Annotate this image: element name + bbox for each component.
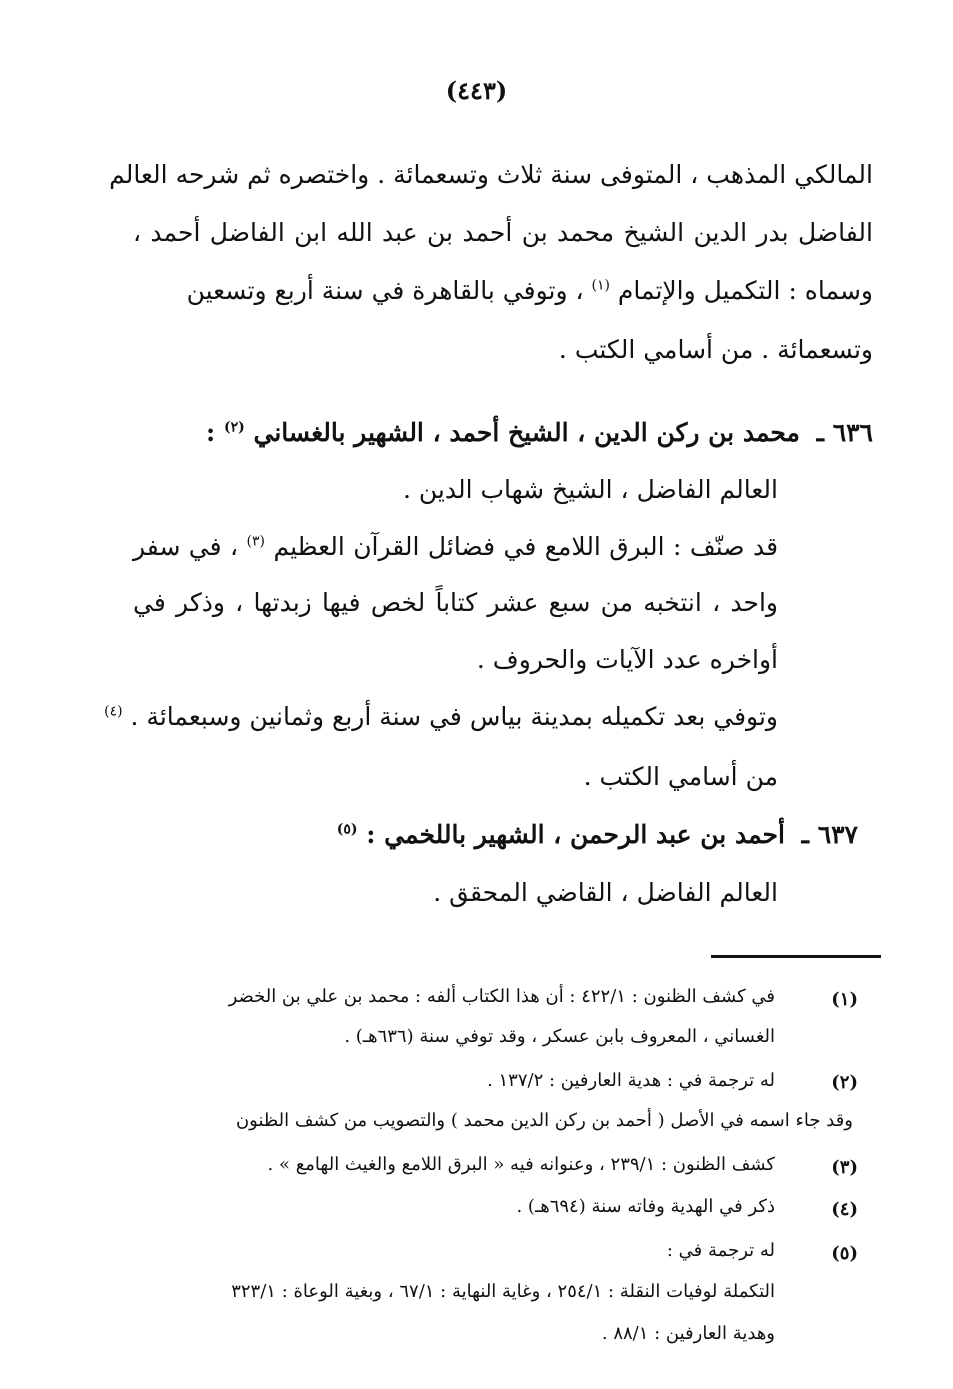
body-line: العالم الفاضل ، الشيخ شهاب الدين . xyxy=(402,475,778,504)
footnote-number: (٢) xyxy=(831,1072,858,1093)
body-line: المالكي المذهب ، المتوفى سنة ثلاث وتسعمائة . واختصره ثم شرحه العالم xyxy=(109,160,873,189)
body-line: الفاضل بدر الدين الشيخ محمد بن أحمد بن عبد الله ابن الفاضل أحمد ، xyxy=(133,218,873,247)
body-line: أواخره عدد الآيات والحروف . xyxy=(476,645,778,674)
book-title-text: وسماه : التكميل والإتمام xyxy=(617,276,873,305)
footnote-ref[interactable]: (٣) xyxy=(246,533,266,550)
body-line: العالم الفاضل ، القاضي المحقق . xyxy=(433,878,778,907)
footnote-number: (٣) xyxy=(831,1157,858,1178)
body-line: واحد ، انتخبه من سبع عشر كتاباً لخص فيها زبدتها ، وذكر في xyxy=(133,588,778,617)
footnote-number: (٤) xyxy=(831,1199,858,1220)
body-line: وتوفي بعد تكميله بمدينة بياس في سنة أربع وثمانين وسبعمائة . $^{(٤)}$ xyxy=(104,702,778,731)
footnote-number: (١) xyxy=(831,989,858,1010)
body-line: وتسعمائة . من أسامي الكتب . xyxy=(558,335,873,364)
footnote-number: (٥) xyxy=(831,1243,858,1264)
entry-title: أحمد بن عبد الرحمن ، الشهير باللخمي : xyxy=(366,820,785,849)
footnote-divider xyxy=(711,955,881,958)
entry-heading-636: ٦٣٦ ـ محمد بن ركن الدين ، الشيخ أحمد ، الشهير بالغساني $^{(٢)}$ : xyxy=(206,418,873,447)
entry-number: ٦٣٧ ـ xyxy=(801,820,858,849)
entry-heading-637 xyxy=(118,815,858,855)
entry-title: محمد بن ركن الدين ، الشيخ أحمد ، الشهير بالغساني xyxy=(253,418,800,447)
body-line: من أسامي الكتب . xyxy=(583,762,778,791)
footnote-ref[interactable]: (٥) xyxy=(336,821,358,838)
footnote-text: التكملة لوفيات النقلة : ٢٥٤/١ ، وغاية النهاية : ٦٧/١ ، وبغية الوعاة : ٣٢٣/١ xyxy=(231,1281,775,1302)
footnote-ref[interactable]: (٤) xyxy=(104,703,123,720)
footnote-text: الغساني ، المعروف بابن عسكر ، وقد توفي سنة (٦٣٦هـ) . xyxy=(344,1026,775,1047)
footnote-ref[interactable]: (٢) xyxy=(223,419,245,436)
body-line: قد صنّف : البرق اللامع في فضائل القرآن العظيم $^{(٣)}$ ، في سفر xyxy=(133,532,779,561)
footnote-text: كشف الظنون : ٢٣٩/١ ، وعنوانه فيه « البرق اللامع والغيث الهامع » . xyxy=(267,1154,775,1175)
footnote-text: له ترجمة في : xyxy=(666,1240,775,1261)
entry-number: ٦٣٦ ـ xyxy=(816,418,873,447)
footnote-ref[interactable]: (١) xyxy=(591,277,610,294)
footnote-text: له ترجمة في : هدية العارفين : ١٣٧/٢ . xyxy=(487,1070,775,1091)
footnote-text: وقد جاء اسمه في الأصل ( أحمد بن ركن الدين محمد ) والتصويب من كشف الظنون xyxy=(235,1110,853,1131)
footnote-text: ذكر في الهدية وفاته سنة (٦٩٤هـ) . xyxy=(516,1196,775,1217)
page-number: (٤٤٣) xyxy=(445,76,508,105)
footnote-text: وهدية العارفين : ٨٨/١ . xyxy=(601,1323,775,1344)
footnote-text: في كشف الظنون : ٤٢٢/١ : أن هذا الكتاب ألفه : محمد بن علي بن الخضر xyxy=(228,986,775,1007)
body-line: وسماه : التكميل والإتمام $^{(١)}$ ، وتوفي بالقاهرة في سنة أربع وتسعين xyxy=(186,276,873,305)
